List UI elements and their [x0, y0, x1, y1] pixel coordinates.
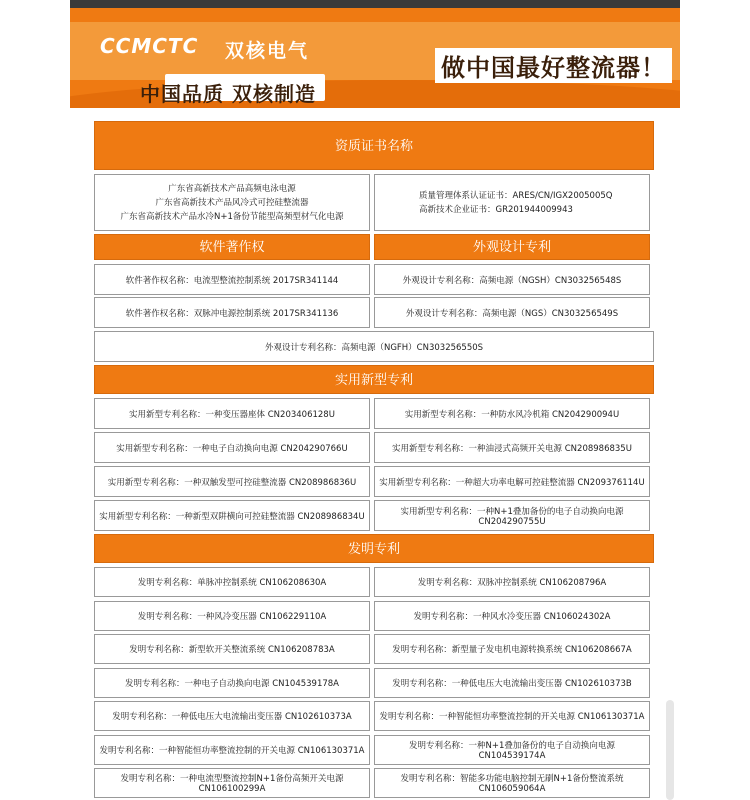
invention-item: 发明专利名称：一种风冷变压器 CN106229110A [94, 601, 370, 631]
scrollbar[interactable] [666, 700, 674, 800]
cert-left-line: 广东省高新技术产品水冷N+1备份节能型高频型材气化电源 [120, 211, 344, 222]
invention-header: 发明专利 [94, 534, 654, 563]
cert-left-line: 广东省高新技术产品高频电泳电源 [168, 183, 296, 194]
slogan-left: 中国品质 双核制造 [140, 82, 316, 106]
cert-cell-left [94, 174, 370, 231]
cert-left-line: 广东省高新技术产品风冷式可控硅整流器 [155, 197, 309, 208]
cert-right-line: 质量管理体系认证证书：ARES/CN/IGX2005005Q [419, 190, 613, 201]
software-item: 软件著作权名称：双脉冲电源控制系统 2017SR341136 [94, 297, 370, 328]
design-item: 外观设计专利名称：高频电源（NGFH）CN303256550S [94, 331, 654, 362]
invention-item: 发明专利名称：一种风水冷变压器 CN106024302A [374, 601, 650, 631]
utility-item: 实用新型专利名称：一种超大功率电解可控硅整流器 CN209376114U [374, 466, 650, 497]
utility-header: 实用新型专利 [94, 365, 654, 394]
invention-item: 发明专利名称：一种低电压大电流输出变压器 CN102610373A [94, 701, 370, 731]
software-item: 软件著作权名称：电流型整流控制系统 2017SR341144 [94, 264, 370, 295]
utility-item: 实用新型专利名称：一种新型双阱横向可控硅整流器 CN208986834U [94, 500, 370, 531]
invention-item: 发明专利名称：一种智能恒功率整流控制的开关电源 CN106130371A [94, 735, 370, 765]
utility-item: 实用新型专利名称：一种N+1叠加备份的电子自动换向电源 CN204290755U [374, 500, 650, 531]
table-title: 资质证书名称 [94, 121, 654, 170]
invention-item: 发明专利名称：一种低电压大电流输出变压器 CN102610373B [374, 668, 650, 698]
company-logo-latin: CCMCTC [100, 34, 199, 58]
design-header: 外观设计专利 [374, 234, 650, 260]
utility-item: 实用新型专利名称：一种变压器座体 CN203406128U [94, 398, 370, 429]
header-banner [70, 0, 680, 108]
invention-item: 发明专利名称：智能多功能电脑控制无刷N+1备份整流系统 CN106059064A [374, 768, 650, 798]
design-item: 外观设计专利名称：高频电源（NGS）CN303256549S [374, 297, 650, 328]
cert-cell-right [374, 174, 650, 231]
cert-right-line: 高新技术企业证书：GR201944009943 [419, 204, 573, 215]
invention-item: 发明专利名称：单脉冲控制系统 CN106208630A [94, 567, 370, 597]
utility-item: 实用新型专利名称：一种电子自动换向电源 CN204290766U [94, 432, 370, 463]
invention-item: 发明专利名称：新型软开关整流系统 CN106208783A [94, 634, 370, 664]
slogan-right: 做中国最好整流器！ [435, 48, 672, 83]
company-logo-cn: 双核电气 [225, 40, 310, 62]
invention-item: 发明专利名称：一种电流型整流控制N+1备份高频开关电源 CN106100299A [94, 768, 370, 798]
invention-item: 发明专利名称：新型量子发电机电源转换系统 CN106208667A [374, 634, 650, 664]
design-item: 外观设计专利名称：高频电源（NGSH）CN303256548S [374, 264, 650, 295]
invention-item: 发明专利名称：一种N+1叠加备份的电子自动换向电源 CN104539174A [374, 735, 650, 765]
utility-item: 实用新型专利名称：一种油浸式高频开关电源 CN208986835U [374, 432, 650, 463]
invention-item: 发明专利名称：一种智能恒功率整流控制的开关电源 CN106130371A [374, 701, 650, 731]
invention-item: 发明专利名称：双脉冲控制系统 CN106208796A [374, 567, 650, 597]
invention-item: 发明专利名称：一种电子自动换向电源 CN104539178A [94, 668, 370, 698]
banner-top-bar [70, 0, 680, 8]
software-header: 软件著作权 [94, 234, 370, 260]
utility-item: 实用新型专利名称：一种双触发型可控硅整流器 CN208986836U [94, 466, 370, 497]
utility-item: 实用新型专利名称：一种防水风冷机箱 CN204290094U [374, 398, 650, 429]
